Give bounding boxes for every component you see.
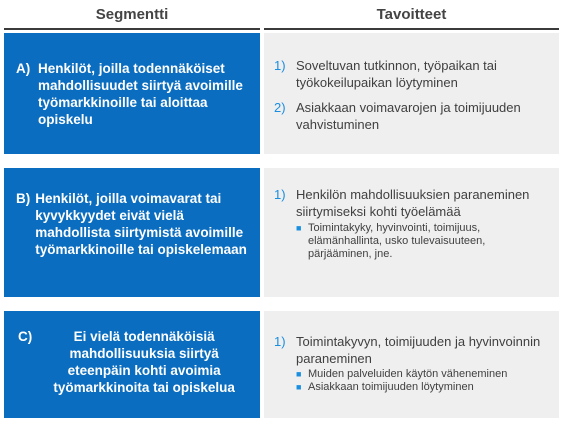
goal-item [274,99,551,133]
segment-letter: C) [18,329,33,344]
segment-text: Henkilöt, joilla todennäköiset mahdollisuudet siirtyä avoimille työmarkkinoille tai aloittaa opiskelu [38,61,243,127]
goal-item [274,57,551,91]
goal-cell-a [264,33,559,154]
goals-column-header: Tavoitteet [376,5,447,23]
goal-cell-c [264,311,559,418]
goal-number: 1) [274,187,286,202]
segment-cell-c [4,311,260,418]
goal-cell-b [264,168,559,297]
goal-text: Henkilön mahdollisuuksien paraneminen siirtymiseksi kohti työelämää [296,187,530,219]
bullet-icon: ■ [296,369,302,379]
segment-text: Ei vielä todennäköisiä mahdollisuuksia siirtyä eteenpäin kohti avoimia työmarkkinoita tai opiskelua [53,329,235,395]
segment-letter: B) [16,191,31,206]
goals-header-divider [264,28,559,30]
sub-item-text: Toimintakyky, hyvinvointi, toimijuus, elämänhallinta, usko tulevaisuuteen, pärjääminen, jne. [308,222,486,260]
segment-cell-a [4,33,260,154]
goal-text: Toimintakyvyn, toimijuuden ja hyvinvoinnin paraneminen [296,334,541,366]
sub-list [296,222,551,261]
sub-item [296,381,551,394]
bullet-icon: ■ [296,223,302,233]
segment-cell-b [4,168,260,297]
sub-item [296,222,551,261]
goal-number: 1) [274,334,286,349]
segment-letter: A) [16,61,31,76]
segment-column-header: Segmentti [95,5,169,23]
goal-item [274,186,551,220]
sub-item-text: Asiakkaan toimijuuden löytyminen [308,381,474,393]
goal-text: Asiakkaan voimavarojen ja toimijuuden vahvistuminen [296,100,521,132]
sub-item-text: Muiden palveluiden käytön väheneminen [308,368,508,380]
goal-item [274,333,551,367]
sub-item [296,368,551,381]
goal-number: 2) [274,100,286,115]
segment-text: Henkilöt, joilla voimavarat tai kyvykkyydet eivät vielä mahdollista siirtymistä avoimille työmarkkinoille tai opiskelemaan [35,191,247,257]
bullet-icon: ■ [296,382,302,392]
goal-number: 1) [274,58,286,73]
sub-list [296,368,551,394]
goal-text: Soveltuvan tutkinnon, työpaikan tai työkokeilupaikan löytyminen [296,58,497,90]
segment-header-divider [4,28,260,30]
